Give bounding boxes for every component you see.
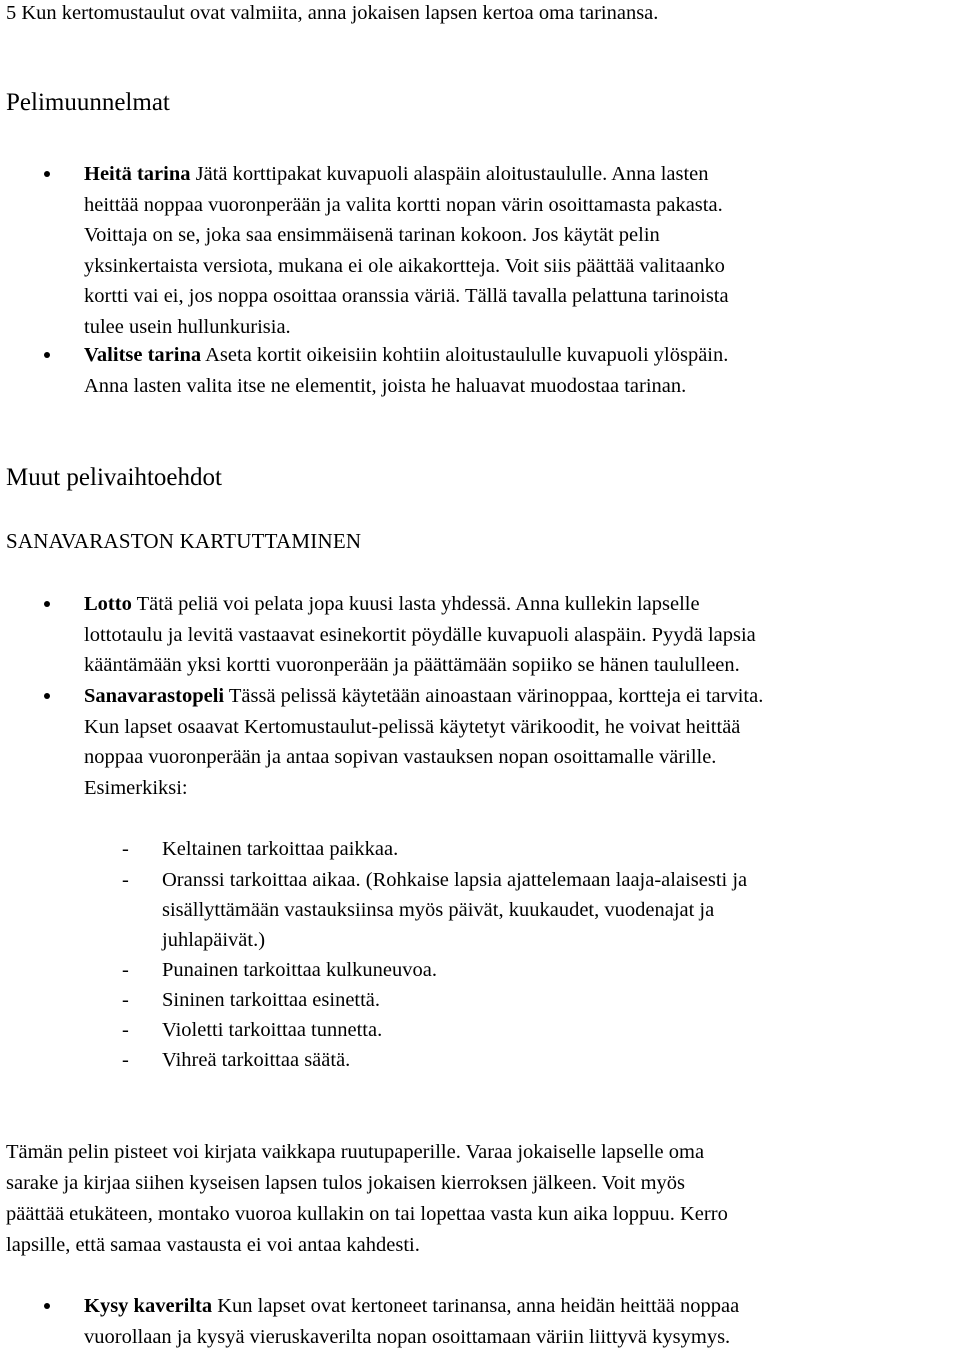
dash-text: Oranssi tarkoittaa aikaa. (Rohkaise lapsia ajattelemaan laaja-alaisesti ja sisällyttämään vastauksiinsa myös päivät, kuukaudet, vuodenajat ja juhlapäivät.) <box>162 869 748 951</box>
subsection-title: SANAVARASTON KARTUTTAMINEN <box>6 529 362 553</box>
bullet-line: Valitse tarina Aseta kortit oikeisiin kohtiin aloitustaululle kuvapuoli ylöspäin. <box>84 344 729 366</box>
dash-mark: - <box>122 1019 129 1041</box>
bullet-line: Heitä tarina Jätä korttipakat kuvapuoli alaspäin aloitustaululle. Anna lasten <box>84 163 709 185</box>
dash-mark: - <box>122 838 129 860</box>
paragraph-line: sarake ja kirjaa siihen kyseisen lapsen tulos jokaisen kierroksen jälkeen. Voit myös <box>6 1172 686 1194</box>
bullet-term: Kysy kaverilta <box>84 1295 213 1317</box>
bullet-term: Lotto <box>84 593 132 615</box>
bullet-line: Lotto Tätä peliä voi pelata jopa kuusi lasta yhdessä. Anna kullekin lapselle <box>84 593 700 615</box>
dash-text: Vihreä tarkoittaa säätä. <box>162 1049 351 1071</box>
bullet-term: Valitse tarina <box>84 344 202 366</box>
section-title-muut-pelivaihtoehdot: Muut pelivaihtoehdot <box>6 464 222 491</box>
bullet-text <box>84 681 960 803</box>
bullet-line: Esimerkiksi: <box>84 776 188 799</box>
section-title-pelimuunnelmat: Pelimuunnelmat <box>6 89 170 116</box>
bullet-line: Kysy kaverilta Kun lapset ovat kertoneet tarinansa, anna heidän heittää noppaa <box>84 1295 740 1317</box>
bullet-dot-icon <box>44 1303 50 1309</box>
bullet-line: kääntämään yksi kortti vuoronperään ja päättämään sopiiko se hänen taululleen. <box>84 654 740 676</box>
dash-mark: - <box>122 1049 129 1071</box>
bullet-dot-icon <box>44 601 50 607</box>
bullet-term: Sanavarastopeli <box>84 685 225 707</box>
dash-mark: - <box>122 869 129 891</box>
dash-text: Violetti tarkoittaa tunnetta. <box>162 1019 383 1041</box>
bullet-line: Voittaja on se, joka saa ensimmäisenä tarinan kokoon. Jos käytät pelin <box>84 224 660 246</box>
bullet-line: yksinkertaista versiota, mukana ei ole aikakortteja. Voit siis päättää valitaanko <box>84 254 725 277</box>
bullet-line: tulee usein hullunkurisia. <box>84 315 291 338</box>
bullet-text <box>84 1291 960 1352</box>
bullet-line: noppaa vuoronperään ja antaa sopivan vastauksen nopan osoittamalle värille. <box>84 746 717 768</box>
dash-mark: - <box>122 989 129 1011</box>
paragraph-line: Tämän pelin pisteet voi kirjata vaikkapa ruutupaperille. Varaa jokaiselle lapselle oma <box>6 1141 705 1163</box>
scoring-paragraph <box>6 1137 956 1261</box>
bullet-dot-icon <box>44 693 50 699</box>
bullet-term: Heitä tarina <box>84 163 191 185</box>
paragraph-line: lapsille, että samaa vastausta ei voi antaa kahdesti. <box>6 1234 420 1256</box>
paragraph-line: päättää etukäteen, montako vuoroa kullakin on tai lopettaa vasta kun aika loppuu. Kerro <box>6 1203 728 1225</box>
bullet-text <box>84 340 960 401</box>
bullet-dot-icon <box>44 171 50 177</box>
bullet-text <box>84 589 960 681</box>
bullet-line: vuorollaan ja kysyä vieruskaverilta nopan osoittamaan väriin liittyvä kysymys. <box>84 1325 731 1348</box>
bullet-line: Sanavarastopeli Tässä pelissä käytetään ainoastaan värinoppaa, kortteja ei tarvita. <box>84 685 764 707</box>
bullet-line: heittää noppaa vuoronperään ja valita kortti nopan värin osoittamasta pakasta. <box>84 193 723 216</box>
dash-mark: - <box>122 959 129 981</box>
bullet-text <box>84 159 960 342</box>
dash-text: Sininen tarkoittaa esinettä. <box>162 989 381 1011</box>
dash-text: Keltainen tarkoittaa paikkaa. <box>162 838 399 860</box>
bullet-line: lottotaulu ja levitä vastaavat esinekortit pöydälle kuvapuoli alaspäin. Pyydä lapsia <box>84 623 756 646</box>
bullet-line: Anna lasten valita itse ne elementit, joista he haluavat muodostaa tarinan. <box>84 374 687 397</box>
dash-text: Punainen tarkoittaa kulkuneuvoa. <box>162 959 437 981</box>
bullet-line: kortti vai ei, jos noppa osoittaa oranssia väriä. Tällä tavalla pelattuna tarinoista <box>84 285 729 307</box>
bullet-line: Kun lapset osaavat Kertomustaulut-pelissä käytetyt värikoodit, he voivat heittää <box>84 715 741 738</box>
intro-step: 5 Kun kertomustaulut ovat valmiita, anna jokaisen lapsen kertoa oma tarinansa. <box>6 2 659 24</box>
bullet-dot-icon <box>44 352 50 358</box>
